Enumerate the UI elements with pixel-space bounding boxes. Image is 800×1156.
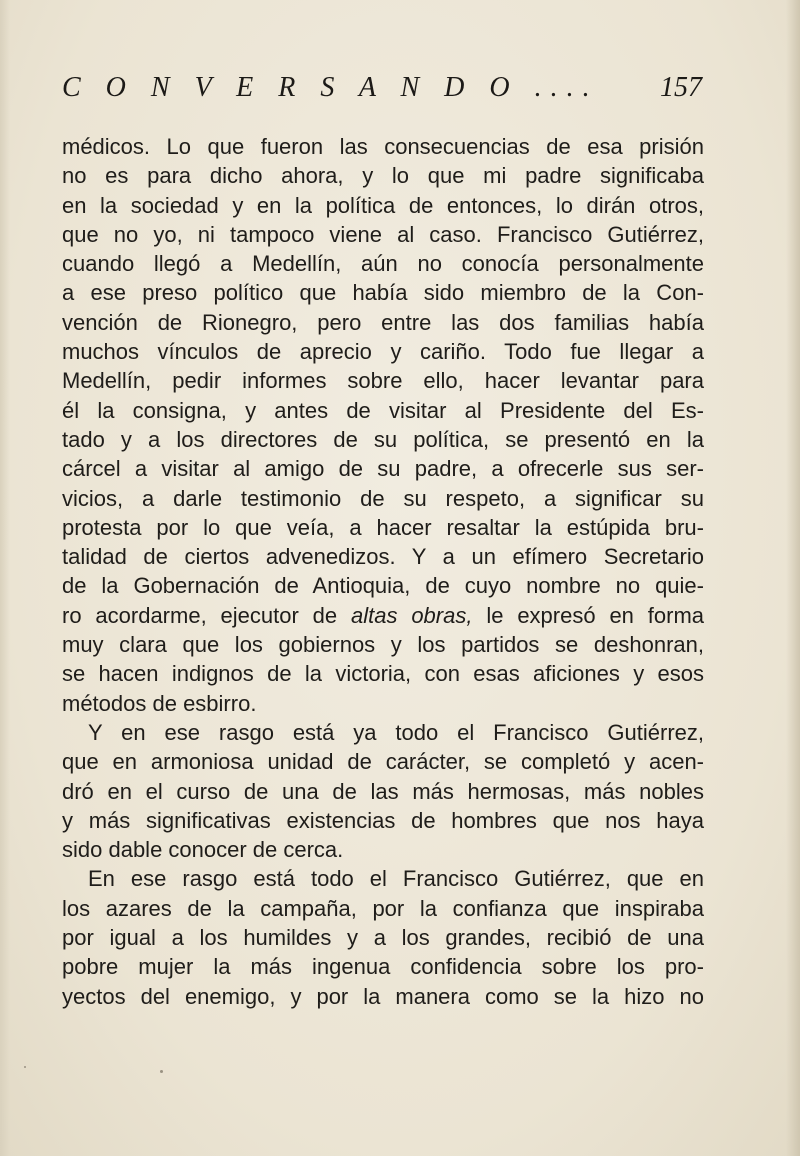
running-title: C O N V E R S A N D O .... <box>62 72 599 103</box>
paragraph-end-line: métodos de esbirro. <box>62 690 257 716</box>
running-head <box>62 72 702 108</box>
text-line: protesta por lo que veía, a hacer resaltar la estúpida bru- <box>62 514 704 540</box>
paper-speck <box>24 1066 26 1068</box>
text-line: de la Gobernación de Antioquia, de cuyo nombre no quie- <box>62 573 704 599</box>
page-number: 157 <box>660 72 702 103</box>
text-line: a ese preso político que había sido miembro de la Con- <box>62 280 704 306</box>
body-text <box>62 132 704 1011</box>
text-line: Medellín, pedir informes sobre ello, hacer levantar para <box>62 368 704 394</box>
text-line-with-italic <box>62 601 704 630</box>
text-line: dró en el curso de una de las más hermosas, más nobles <box>62 778 704 804</box>
text-line: que no yo, ni tampoco viene al caso. Francisco Gutiérrez, <box>62 221 704 247</box>
text-segment: le expresó en forma <box>486 602 705 628</box>
text-line: y más significativas existencias de hombres que nos haya <box>62 807 704 833</box>
text-line: en la sociedad y en la política de entonces, lo dirán otros, <box>62 192 704 218</box>
text-line: muchos vínculos de aprecio y cariño. Todo fue llegar a <box>62 339 704 365</box>
paragraph-end-line: sido dable conocer de cerca. <box>62 837 344 863</box>
text-line: talidad de ciertos advenedizos. Y a un efímero Secretario <box>62 544 704 570</box>
text-line: vención de Rionegro, pero entre las dos familias había <box>62 309 704 335</box>
paper-speck <box>160 1070 163 1073</box>
text-line: cárcel a visitar al amigo de su padre, a ofrecerle sus ser- <box>62 456 704 482</box>
italic-phrase: altas obras, <box>351 602 473 628</box>
paragraph-start-line: En ese rasgo está todo el Francisco Gutiérrez, que en <box>88 866 704 892</box>
text-line: vicios, a darle testimonio de su respeto, a significar su <box>62 485 704 511</box>
text-line: los azares de la campaña, por la confianza que inspiraba <box>62 895 704 921</box>
text-line: médicos. Lo que fueron las consecuencias de esa prisión <box>62 134 704 159</box>
page-edge-left <box>0 0 10 1156</box>
text-line: pobre mujer la más ingenua confidencia sobre los pro- <box>62 954 704 980</box>
text-line: no es para dicho ahora, y lo que mi padre significaba <box>62 163 704 189</box>
page-edge-right <box>786 0 800 1156</box>
text-line: por igual a los humildes y a los grandes, recibió de una <box>62 925 704 951</box>
text-line: él la consigna, y antes de visitar al Presidente del Es- <box>62 397 704 423</box>
text-line: que en armoniosa unidad de carácter, se completó y acen- <box>62 749 704 775</box>
text-segment: ro acordarme, ejecutor de <box>62 602 338 628</box>
paragraph-start-line: Y en ese rasgo está ya todo el Francisco Gutiérrez, <box>88 719 704 745</box>
text-line: cuando llegó a Medellín, aún no conocía personalmente <box>62 251 704 277</box>
text-line: yectos del enemigo, y por la manera como se la hizo no <box>62 983 704 1009</box>
text-line: muy clara que los gobiernos y los partidos se deshonran, <box>62 632 704 658</box>
text-line: tado y a los directores de su política, se presentó en la <box>62 426 704 452</box>
text-line: se hacen indignos de la victoria, con esas aficiones y esos <box>62 661 704 687</box>
